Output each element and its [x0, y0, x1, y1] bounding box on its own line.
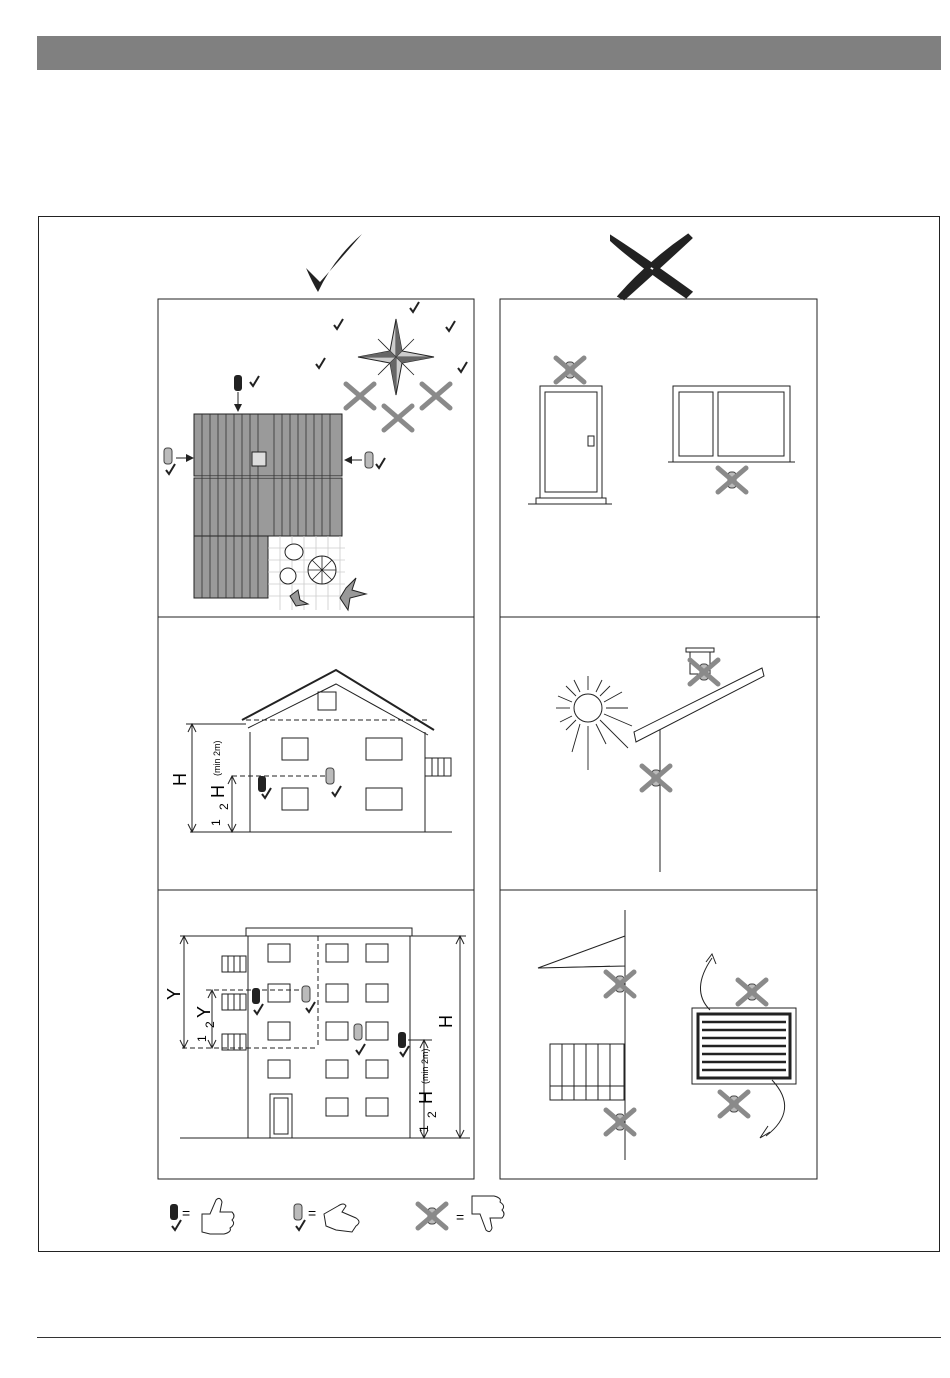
bad-cross-icon: [612, 236, 690, 298]
dim-half-H-label-2: H: [416, 1091, 436, 1104]
entrance-door: [270, 1094, 292, 1138]
panel-wall-obstacles: [538, 910, 796, 1160]
dim-H-label-2: H: [436, 1015, 456, 1028]
dim-min-label-1: (min 2m): [212, 740, 222, 776]
dim-half-num-3: 1: [417, 1125, 431, 1132]
dim-half-num-1: 1: [209, 819, 223, 826]
dim-half-H-label-1: H: [208, 785, 228, 798]
dim-H-label-1: H: [170, 773, 190, 786]
plant-icon: [340, 578, 366, 610]
legend-good: [170, 1198, 234, 1234]
thumbs-up-icon: [202, 1198, 234, 1234]
dim-Y-label: Y: [164, 987, 184, 1000]
panel-roof-plan: [164, 302, 467, 610]
good-checkmark-icon: [306, 234, 362, 292]
legend-bad: [418, 1196, 504, 1232]
dim-half-num-2: 1: [195, 1035, 209, 1042]
dim-half-den-2: 2: [203, 1021, 217, 1028]
panel-sun-roof: [556, 648, 764, 872]
dim-half-den-3: 2: [425, 1111, 439, 1118]
roof-window: [252, 452, 266, 466]
sun-icon: [574, 694, 602, 722]
dim-half-Y-label: Y: [194, 1005, 214, 1018]
panel-apartment-block: [180, 928, 470, 1138]
legend: [170, 1196, 504, 1234]
legend-good-equals: =: [182, 1205, 191, 1221]
legend-ok: [294, 1204, 359, 1232]
legend-ok-equals: =: [308, 1205, 317, 1221]
radiator-icon: [550, 1044, 624, 1100]
panel-door-window: [528, 358, 795, 504]
thumbs-down-icon: [472, 1196, 504, 1232]
thumbs-sideways-icon: [324, 1204, 359, 1232]
dim-min-label-2: (min 2m): [420, 1048, 430, 1084]
legend-bad-equals: =: [456, 1209, 465, 1225]
dim-half-den-1: 2: [217, 803, 231, 810]
